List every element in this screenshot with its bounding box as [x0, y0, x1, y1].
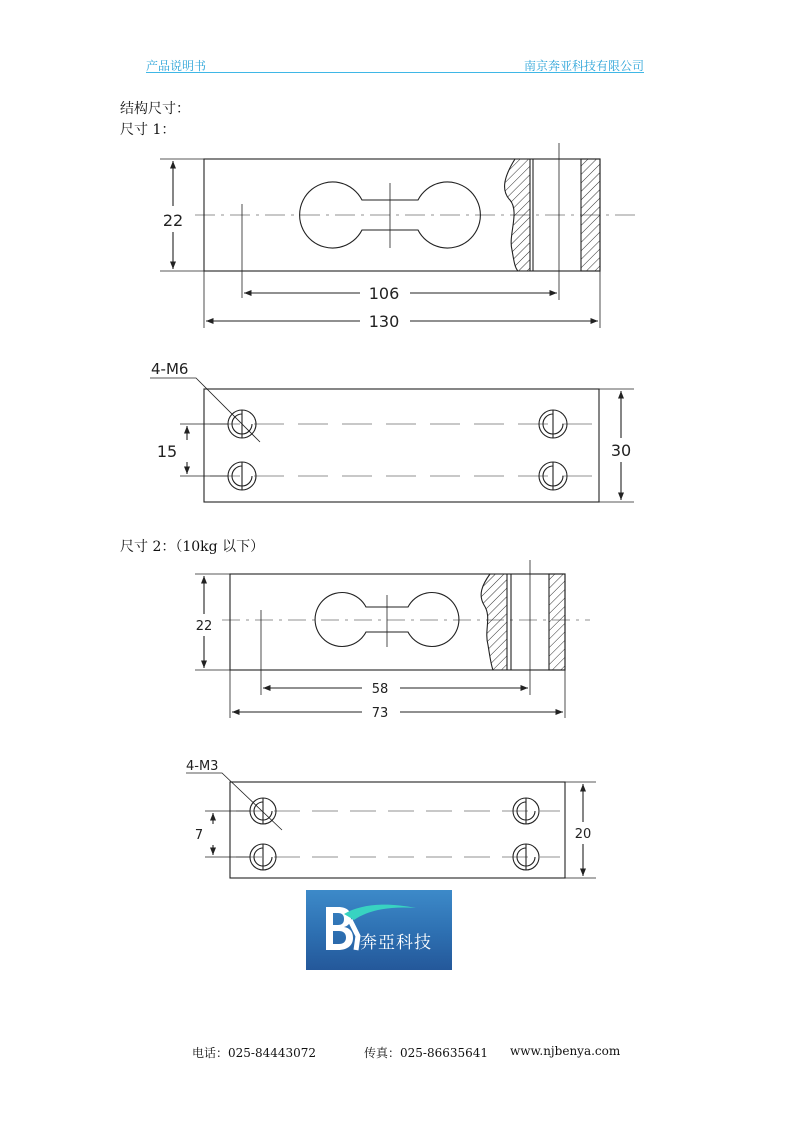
d1-inner-length-label: 106 [368, 284, 400, 303]
size1-title: 尺寸 1： [120, 122, 176, 138]
d2-total-length-label: 73 [371, 706, 389, 721]
d2-inner-length-label: 58 [371, 682, 389, 697]
header-company: 南京奔亚科技有限公司 [523, 59, 644, 73]
d2-height-label: 22 [195, 619, 213, 634]
d2-thread-label: 4-M3 [186, 759, 219, 774]
d1-hole-spacing-label: 15 [156, 442, 178, 461]
section-title: 结构尺寸： [120, 101, 190, 117]
d2-width-label: 20 [574, 827, 592, 842]
drawing1-side-view [160, 143, 640, 328]
d1-height-label: 22 [162, 211, 184, 230]
footer-website[interactable]: www.njbenya.com [510, 1044, 621, 1058]
drawing2-top-view [186, 773, 596, 878]
footer-fax: 传真：025-86635641 [364, 1046, 489, 1060]
drawing2-side-view [195, 560, 590, 718]
company-logo [306, 890, 452, 970]
d2-hole-spacing-label: 7 [194, 828, 204, 843]
d1-thread-label: 4-M6 [151, 360, 189, 378]
d1-width-label: 30 [610, 441, 632, 460]
footer-phone: 电话：025-84443072 [192, 1046, 317, 1060]
logo-text: 奔亞科技 [360, 933, 432, 953]
d1-total-length-label: 130 [368, 312, 400, 331]
drawing1-top-view [150, 378, 634, 502]
header-doc-title: 产品说明书 [146, 59, 207, 73]
size2-title: 尺寸 2：（10kg 以下） [120, 539, 265, 555]
